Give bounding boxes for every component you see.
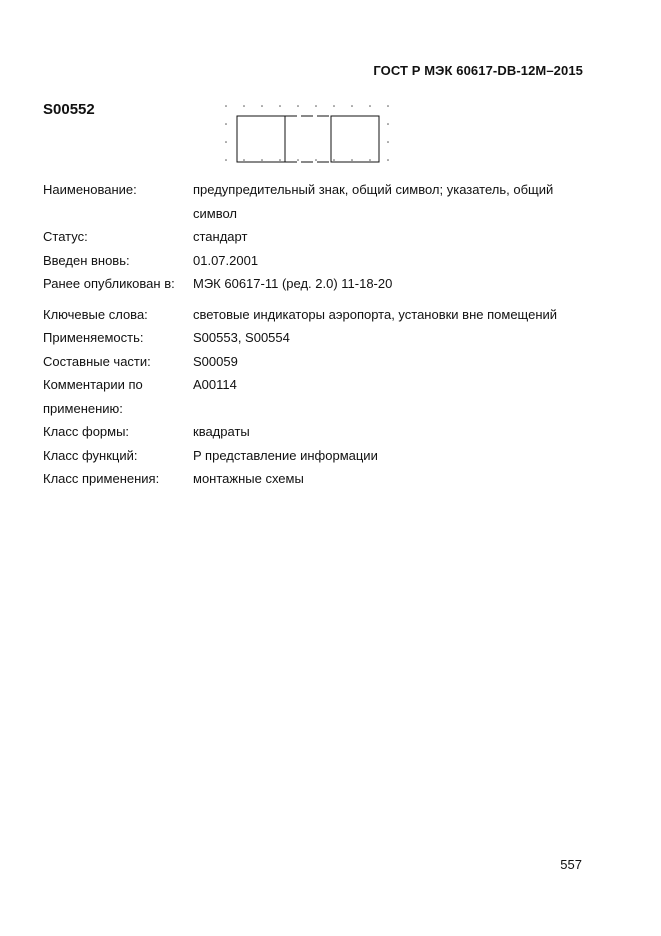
attribute-value: монтажные схемы — [193, 471, 304, 486]
attribute-value: P представление информации — [193, 447, 378, 463]
attribute-label: Ранее опубликован в: — [43, 276, 175, 291]
attribute-label: Класс применения: — [43, 471, 160, 486]
attribute-row — [43, 326, 563, 350]
attribute-label: Ключевые слова: — [43, 306, 148, 322]
attributes-table — [43, 178, 563, 491]
attribute-row — [43, 420, 563, 444]
attribute-row — [43, 272, 563, 296]
attribute-value: S00553, S00554 — [193, 330, 290, 345]
attribute-row — [43, 444, 563, 468]
attribute-label: Класс функций: — [43, 447, 138, 463]
document-header: ГОСТ Р МЭК 60617-DB-12M–2015 — [373, 63, 583, 78]
attribute-row — [43, 467, 563, 491]
attribute-row — [43, 303, 563, 327]
attribute-label: Класс формы: — [43, 424, 130, 439]
attribute-label: Статус: — [43, 229, 88, 244]
attribute-value: квадраты — [193, 424, 250, 439]
attribute-value: 01.07.2001 — [193, 252, 259, 268]
symbol-drawing — [218, 98, 398, 168]
attribute-row — [43, 178, 563, 225]
attribute-label: Составные части: — [43, 353, 151, 369]
attribute-label: Комментарии по применению: — [43, 377, 143, 416]
attribute-value: световые индикаторы аэропорта, установки вне помещений — [193, 306, 558, 322]
attribute-value: S00059 — [193, 353, 238, 369]
attribute-value: предупредительный знак, общий символ; указатель, общий символ — [193, 182, 554, 221]
attribute-row — [43, 249, 563, 273]
attribute-value: A00114 — [193, 377, 237, 392]
attribute-row — [43, 350, 563, 374]
attribute-value: стандарт — [193, 229, 248, 244]
attribute-value: МЭК 60617-11 (ред. 2.0) 11-18-20 — [193, 276, 393, 291]
attribute-label: Наименование: — [43, 182, 137, 197]
attribute-label: Применяемость: — [43, 330, 144, 345]
page-number: 557 — [560, 857, 582, 872]
attribute-row — [43, 225, 563, 249]
attribute-row — [43, 373, 563, 420]
symbol-code: S00552 — [43, 101, 95, 118]
attribute-label: Введен вновь: — [43, 252, 130, 268]
